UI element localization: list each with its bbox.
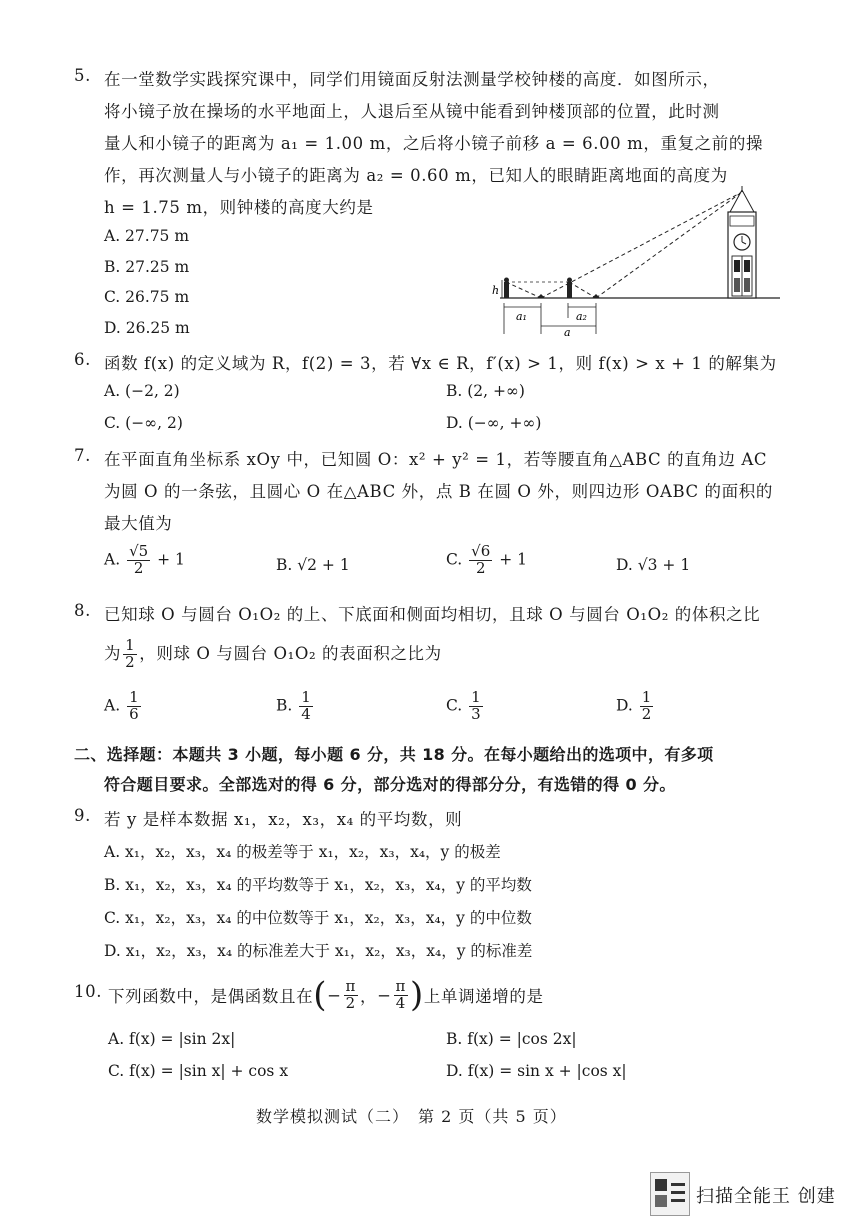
q6-text: 函数 f(x) 的定义域为 R，f(2) = 3，若 ∀x ∈ R，f′(x) > 1，则 f(x) > x + 1 的解集为 <box>104 354 777 373</box>
clock-tower <box>728 186 756 298</box>
q8-option-b: B. $\frac{1}{4}$ <box>276 688 311 723</box>
q5-line-5: h = 1.75 m，则钟楼的高度大约是 <box>104 198 374 217</box>
q5-option-d: D. 26.25 m <box>104 319 190 337</box>
label-a1: a₁ <box>516 310 527 323</box>
q8-option-a: A. $\frac{1}{6}$ <box>104 688 139 723</box>
q7-option-a: A. $\frac{√5}{2}$ + 1 <box>104 542 185 577</box>
q5-line-4: 作，再次测量人与小镜子的距离为 a₂ = 0.60 m，已知人的眼睛距离地面的高度为 <box>104 166 728 185</box>
label-a: a <box>564 326 571 336</box>
q6-option-d: D. (−∞, +∞) <box>446 414 542 432</box>
q7-a-den: 2 <box>133 558 144 577</box>
camscanner-logo-icon <box>650 1172 690 1216</box>
q10-option-b: B. f(x) = |cos 2x| <box>446 1030 577 1048</box>
q8-line-2: 为 $\frac{1}{2}$ ，则球 O 与圆台 O₁O₂ 的表面积之比为 <box>104 636 442 671</box>
section2-heading-line1: 二、选择题：本题共 3 小题，每小题 6 分，共 18 分。在每小题给出的选项中，有多项 <box>74 745 714 764</box>
q7-option-d: D. √3 + 1 <box>616 556 691 574</box>
q5-option-a: A. 27.75 m <box>104 227 190 245</box>
q8-option-d: D. $\frac{1}{2}$ <box>616 688 652 723</box>
q5-option-c: C. 26.75 m <box>104 288 190 306</box>
q5-line-1: 在一堂数学实践探究课中，同学们用镜面反射法测量学校钟楼的高度．如图所示， <box>104 70 720 89</box>
q7-number: 7. <box>74 446 91 465</box>
q8-number: 8. <box>74 601 91 620</box>
label-a2: a₂ <box>576 310 587 323</box>
q5-figure-clock-tower <box>490 186 780 336</box>
q9-text: 若 y 是样本数据 x₁，x₂，x₃，x₄ 的平均数，则 <box>104 810 463 829</box>
q10-text: 下列函数中，是偶函数且在 ( − $\frac{\pi}{2}$ ， − $\frac{\pi}{4}$ ) 上单调递增的是 <box>108 975 544 1015</box>
q10-option-c: C. f(x) = |sin x| + cos x <box>108 1062 289 1080</box>
q7-c-den: 2 <box>475 558 486 577</box>
q6-option-b: B. (2, +∞) <box>446 382 525 400</box>
q10-number: 10. <box>74 982 103 1001</box>
label-h: h <box>492 284 500 297</box>
q7-line-2: 为圆 O 的一条弦，且圆心 O 在△ABC 外，点 B 在圆 O 外，则四边形 OABC 的面积的 <box>104 482 773 501</box>
section2-heading-line2: 符合题目要求。全部选对的得 6 分，部分选对的得部分分，有选错的得 0 分。 <box>104 775 676 794</box>
q7-option-b: B. √2 + 1 <box>276 556 350 574</box>
q8-line-1: 已知球 O 与圆台 O₁O₂ 的上、下底面和侧面均相切，且球 O 与圆台 O₁O₂ 的体积之比 <box>104 605 761 624</box>
q5-number: 5. <box>74 66 91 85</box>
q6-option-c: C. (−∞, 2) <box>104 414 183 432</box>
q5-line-2: 将小镜子放在操场的水平地面上，人退后至从镜中能看到钟楼顶部的位置，此时测 <box>104 102 720 121</box>
q7-c-num: √6 <box>471 542 491 560</box>
q9-option-c: C. x₁，x₂，x₃，x₄ 的中位数等于 x₁，x₂，x₃，x₄，y 的中位数 <box>104 909 532 927</box>
watermark-text: 扫描全能王 创建 <box>696 1186 836 1207</box>
q7-option-c: C. $\frac{√6}{2}$ + 1 <box>446 542 527 577</box>
q7-a-num: √5 <box>129 542 149 560</box>
q9-option-d: D. x₁，x₂，x₃，x₄ 的标准差大于 x₁，x₂，x₃，x₄，y 的标准差 <box>104 942 533 960</box>
q5-line-3: 量人和小镜子的距离为 a₁ = 1.00 m，之后将小镜子前移 a = 6.00 m，重复之前的操 <box>104 134 764 153</box>
q9-number: 9. <box>74 806 91 825</box>
q7-line-3: 最大值为 <box>104 514 173 533</box>
q9-option-a: A. x₁，x₂，x₃，x₄ 的极差等于 x₁，x₂，x₃，x₄，y 的极差 <box>104 843 501 861</box>
q9-option-b: B. x₁，x₂，x₃，x₄ 的平均数等于 x₁，x₂，x₃，x₄，y 的平均数 <box>104 876 532 894</box>
q10-option-d: D. f(x) = sin x + |cos x| <box>446 1062 627 1080</box>
q8-option-c: C. $\frac{1}{3}$ <box>446 688 481 723</box>
q6-option-a: A. (−2, 2) <box>104 382 180 400</box>
q5-option-b: B. 27.25 m <box>104 258 190 276</box>
q7-line-1: 在平面直角坐标系 xOy 中，已知圆 O：x² + y² = 1，若等腰直角△ABC 的直角边 AC <box>104 450 768 469</box>
q10-option-a: A. f(x) = |sin 2x| <box>108 1030 236 1048</box>
q6-number: 6. <box>74 350 91 369</box>
page-footer: 数学模拟测试（二） 第 2 页（共 5 页） <box>256 1107 567 1126</box>
